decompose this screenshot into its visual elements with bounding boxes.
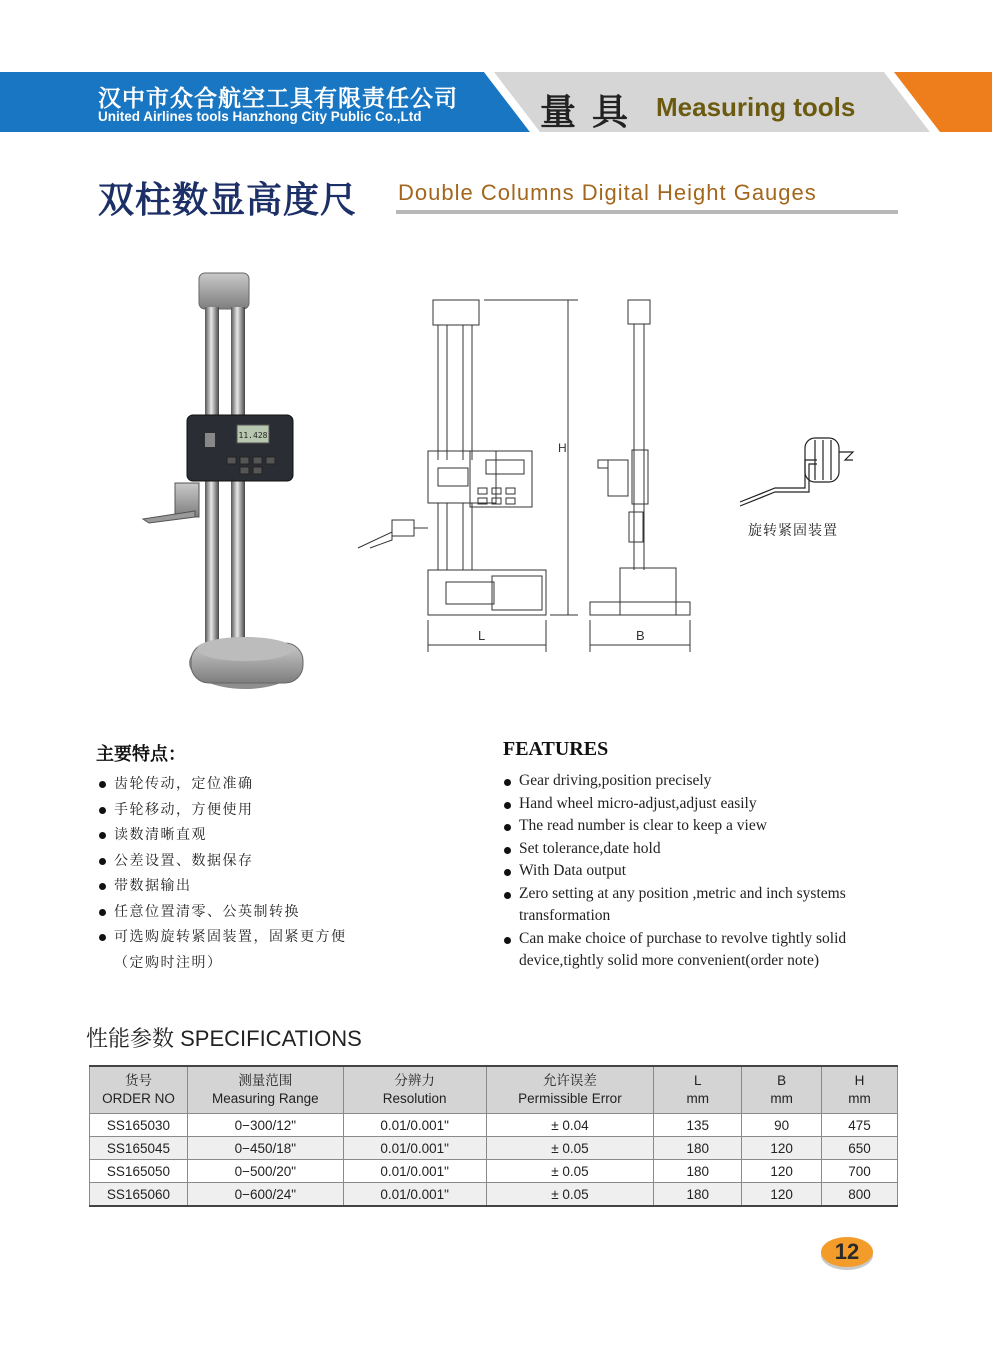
page-number-badge (821, 1237, 873, 1267)
table-row (90, 1183, 898, 1207)
table-cell: 0−300/12" (187, 1114, 343, 1137)
display-reading: 11.428 (238, 431, 268, 440)
list-item: Set tolerance,date hold (503, 838, 883, 861)
table-cell: 180 (654, 1183, 742, 1207)
table-cell: 0.01/0.001" (343, 1114, 486, 1137)
list-item: Can make choice of purchase to revolve tightly solid device,tightly solid more convenient(order note) (503, 928, 883, 973)
table-cell: 180 (654, 1160, 742, 1183)
list-item: 可选购旋转紧固装置，固紧更方便（定购时注明） (98, 925, 348, 976)
list-item: 手轮移动，方便使用 (98, 798, 348, 824)
list-item: The read number is clear to keep a view (503, 815, 883, 838)
table-cell: 90 (742, 1114, 822, 1137)
table-cell: SS165045 (90, 1137, 188, 1160)
table-cell: 700 (822, 1160, 898, 1183)
table-cell: 120 (742, 1183, 822, 1207)
table-cell: SS165030 (90, 1114, 188, 1137)
table-cell: 650 (822, 1137, 898, 1160)
table-cell: 800 (822, 1183, 898, 1207)
table-cell: 180 (654, 1137, 742, 1160)
list-item: Gear driving,position precisely (503, 770, 883, 793)
table-cell: 120 (742, 1137, 822, 1160)
dim-label-h: H (558, 441, 567, 455)
table-cell: 0−500/20" (187, 1160, 343, 1183)
product-title-en: Double Columns Digital Height Gauges (398, 180, 817, 205)
table-cell: 0.01/0.001" (343, 1183, 486, 1207)
detail-caption: 旋转紧固装置 (748, 523, 838, 539)
table-cell: ± 0.05 (486, 1137, 654, 1160)
column-header: 货号 ORDER NO (90, 1066, 188, 1114)
company-name-en: United Airlines tools Hanzhong City Public Co.,Ltd (98, 109, 422, 124)
table-cell: 135 (654, 1114, 742, 1137)
dim-label-l: L (478, 628, 486, 643)
table-cell: 0.01/0.001" (343, 1160, 486, 1183)
list-item: 齿轮传动，定位准确 (98, 772, 348, 798)
list-item: 带数据输出 (98, 874, 348, 900)
list-item: 读数清晰直观 (98, 823, 348, 849)
table-cell: ± 0.05 (486, 1183, 654, 1207)
specs-heading: 性能参数 SPECIFICATIONS (86, 1026, 362, 1051)
column-header: 测量范围 Measuring Range (187, 1066, 343, 1114)
table-row (90, 1160, 898, 1183)
features-en-list (503, 770, 883, 973)
list-item: 公差设置、数据保存 (98, 849, 348, 875)
clamp-detail-drawing (735, 430, 865, 510)
features-cn-list (98, 772, 348, 976)
table-cell: SS165050 (90, 1160, 188, 1183)
page-number: 12 (834, 1239, 860, 1264)
table-cell: SS165060 (90, 1183, 188, 1207)
specs-table (89, 1065, 898, 1207)
table-cell: ± 0.04 (486, 1114, 654, 1137)
table-cell: 120 (742, 1160, 822, 1183)
category-en: Measuring tools (656, 92, 856, 122)
table-cell: 0−450/18" (187, 1137, 343, 1160)
features-en-heading: FEATURES (503, 738, 609, 760)
table-cell: 0.01/0.001" (343, 1137, 486, 1160)
product-photo (135, 265, 325, 705)
column-header: B mm (742, 1066, 822, 1114)
list-item: 任意位置清零、公英制转换 (98, 900, 348, 926)
company-name-cn: 汉中市众合航空工具有限责任公司 (98, 85, 458, 112)
title-underline (396, 210, 898, 214)
table-row (90, 1137, 898, 1160)
column-header: L mm (654, 1066, 742, 1114)
technical-drawing (350, 290, 710, 660)
list-item: Hand wheel micro-adjust,adjust easily (503, 793, 883, 816)
table-cell: 475 (822, 1114, 898, 1137)
list-item: Zero setting at any position ,metric and inch systems transformation (503, 883, 883, 928)
product-title-cn: 双柱数显高度尺 (98, 180, 358, 221)
table-header-row (90, 1066, 898, 1114)
column-header: 分辨力 Resolution (343, 1066, 486, 1114)
column-header: H mm (822, 1066, 898, 1114)
list-item: With Data output (503, 860, 883, 883)
dim-label-b: B (636, 628, 645, 643)
table-cell: ± 0.05 (486, 1160, 654, 1183)
table-cell: 0−600/24" (187, 1183, 343, 1207)
category-cn: 量具 (540, 91, 645, 133)
features-cn-heading: 主要特点： (96, 744, 186, 765)
column-header: 允许误差 Permissible Error (486, 1066, 654, 1114)
table-row (90, 1114, 898, 1137)
